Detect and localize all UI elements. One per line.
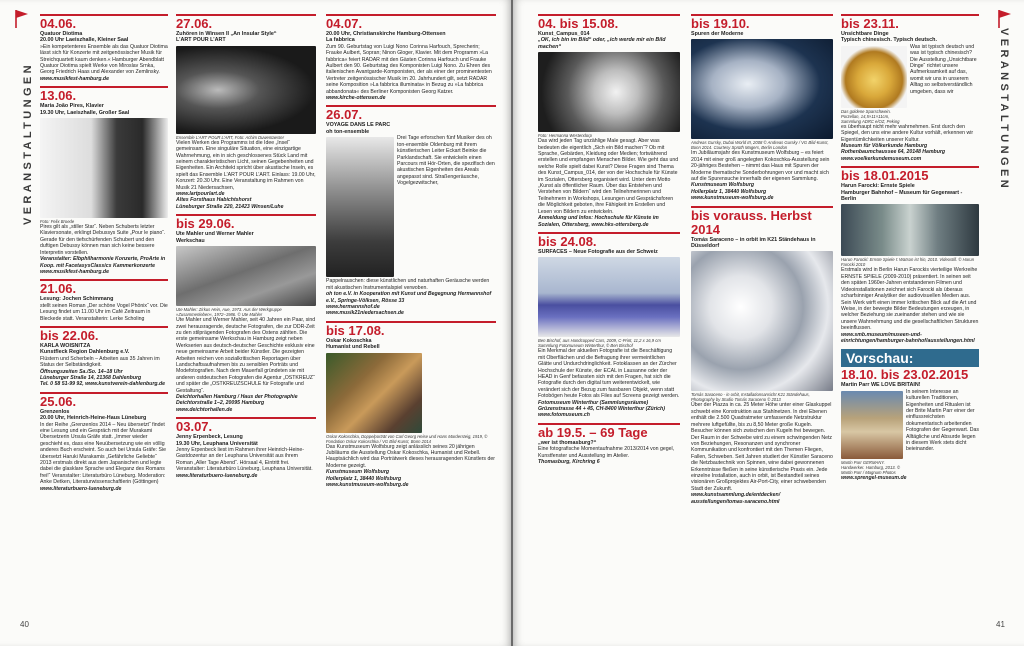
event-date: 03.07. (176, 419, 213, 435)
event-title: Martin Parr WE LOVE BRITAIN! (841, 382, 921, 389)
event-title: Grenzenlos (40, 408, 70, 415)
event-link[interactable]: www.musikfest-hamburg.de (40, 75, 109, 82)
event-date: bis 29.06. (176, 216, 235, 232)
campus-photo (538, 52, 680, 132)
event-address: Thomasburg, Kirchring 6 (538, 459, 600, 465)
event-link[interactable]: www.literaturbuero-lueneburg.de (176, 472, 258, 479)
event-organizer: Veranstalter: Elbphilharmonie Konzerte, ProArte in Koop. mit FacetasysClassics Kammerkonzerte (40, 256, 166, 269)
event-text: Das wird jeden Tag unzählige Male gesagt. Aber was bedeuten die eigentlich „Sich ein Bild machen“? Ob mit Sprache, Gebärden, Kleidung oder Medien; fortwährend erstellen und empfangen Menschen Bilder. Wie geht das und welche Rolle spielt dabei Kunst? Diese Fragen sind Thema des Kunst_Campus_014, der von der Hochschule für Künste im Sozialen, Ottersberg organisiert wird. Unter dem Motto „Kunst als öffentlicher Raum. Über das Entstehen und Verstehen von Bildern“ wird den Teilnehmerinnen und Teilnehmern in Workshops, Lesungen und Gesprächsforen die Möglichkeit geboten, ihre Fähigkeit im Erstellen und Lesen von Bildern zu entwickeln. (538, 138, 679, 215)
surfaces-photo (538, 257, 680, 337)
event-link[interactable]: www.kunstsammlung.de/entdecken/ (691, 492, 781, 499)
event-date: bis 22.06. (40, 327, 99, 343)
event-subtitle: Hamburger Bahnhof – Museum für Gegenwart - Berlin (841, 189, 963, 203)
gursky-photo (691, 39, 833, 139)
event-text: es überhaupt nicht mehr wahrnehmen. Erst durch den Spiegel, den uns eine andere Kultur vorhält, erkennen wir Eigentümlichkeiten unserer Kultur. (841, 123, 974, 143)
photo-credit: Foto: Hermanna Westendorp (538, 133, 592, 139)
column-1 (40, 10, 168, 622)
event-title: KARLA WOISNITZA (40, 342, 91, 349)
event-title: Oskar Kokoschka (326, 337, 372, 344)
event-date: 25.06. (40, 393, 77, 409)
event-text-side: Was ist typisch deutsch und was ist typisch chinesisch? Die Ausstellung „Unsichtbare Dinge“ richtet unsere Aufmerksamkeit auf das, womit wir uns in unserem Alltag so selbstverständlich umgeben, dass wir (910, 43, 977, 95)
parr-photo (841, 391, 903, 459)
event-title: Ute Mahler und Werner Mahler (176, 231, 254, 238)
column-3 (326, 10, 496, 622)
event-title: Spuren der Moderne (691, 31, 744, 37)
event-text: Vielen Werken des Programms ist die Idee „Insel“ gemeinsam. Eine singuläre Situation, eine einzigartige Wahrnehmung, ein in sich geschlossenes Stück Land mit seinem charakteristischen Licht, seinen Gegebenheiten und Eigenheiten. Ein Architekt spricht über akustische Inseln, es spielt das Ensemble L’ART POUR L’ART. Einlass: 19.00 Uhr, Konzert: 20.30 Uhr. Eine Veranstaltung im Rahmen von Musik 21 Niedersachsen, (176, 139, 316, 191)
red-golf-flag-icon (995, 8, 1013, 30)
event-date: bis 24.08. (538, 233, 597, 249)
piggy-bank-photo (841, 46, 907, 108)
photo-credit: Ben Bischof, aus Handcopped Cars, 2009, C-Print, 11,2 x 16,9 cm Sammlung Fotomuseum Winterthur, © Ben Bischof (538, 338, 661, 349)
event-link[interactable]: www.kunstmuseum-wolfsburg.de (691, 195, 774, 202)
event-title: „wer ist thomasburg?“ (538, 439, 597, 446)
event-subtitle: L’ART POUR L’ART (176, 37, 226, 44)
event-link[interactable]: www.musik21niedersachsen.de (326, 310, 404, 317)
photo-credit: Foto: Felix Broede (40, 219, 75, 225)
side-label: VERANSTALTUNGEN (22, 62, 34, 226)
event-text: Das Kunstmuseum Wolfsburg zeigt anlässlich seines 20 jährigen Jubiläums die Ausstellung Oskar Kokoschka, Humanist und Rebell. Hauptsächlich wird das Porträtwerk dieses herausragenden Künstlers der Moderne gezeigt. (326, 443, 495, 469)
event-date: 21.06. (40, 281, 77, 297)
event-subtitle: La fabbrica (326, 37, 355, 44)
event-address: Lüneburger Straße 14, 21368 Dahlenburg (40, 374, 142, 381)
event-date: 27.06. (176, 16, 213, 31)
pianist-photo (40, 118, 168, 218)
event-link[interactable]: www.lartpourlart.de (176, 191, 225, 198)
event-text: Ute Mahler und Werner Mahler, seit 40 Jahren ein Paar, sind zwei herausragende, deutsche Fotografen, die zur DDR-Zeit zu den stilprägenden Fotografen des Ostens zählten. Die erste gemeinsame Werkschau in Hamburg zeigt neben Werkserien aus deutsch-deutscher Geschichte exklusiv eine neue gemeinsame Arbeit beider Künstler. Die gezeigten Arbeiten reichen von sozialkritischen Reportagen über Landschaftsaufnahmen bis zu sensiblen Porträts und Modefotografien. Nach dem Mauerfall gründeten sie mit anderen ostdeutschen Fotografen die Agentur „OSTKREUZ“ und später die „OSTKREUZSCHULE für Fotografie und Gestaltung“. (176, 317, 316, 394)
event-link[interactable]: ausstellungen/tomas-saraceno.html (691, 498, 780, 505)
event-subtitle: 20.00 Uhr Laeiszhalle, Kleiner Saal (40, 37, 129, 44)
event-link[interactable]: www.kunstmuseum-wolfsburg.de (326, 481, 409, 488)
photo-credit: Oskar Kokoschka, Doppelporträt von Carl Georg Heise und Hans Mardersteig, 1919, © Fondation Oskar Kokoschka / VG Bild-Kunst, Bonn 2014 (326, 433, 488, 444)
event-title: Jenny Erpenbeck, Lesung (176, 434, 243, 441)
event-text: stellt seinen Roman „Der schöne Vogel Phönix“ vor. Die Lesung findet um 11.00 Uhr im Café Zeitraum in Bleckede statt. Veranstalterin: Lerke Scholing (40, 302, 168, 322)
event-link[interactable]: www.hermannshof.de (326, 303, 380, 310)
column-2 (176, 10, 316, 622)
event-text: Erstmals wird in Berlin Harun Farockis vierteilige Werkreihe ERNSTE SPIELE (2009-2010) präsentiert. In seinen seit den späten 1960er-Jahren entstandenen Filmen und Videoinstallationen zeichnet sich Farocki als überaus scharfsinniger Analytiker der audiovisuellen Medien aus. Sein Werk wirft einen immer kritischen Blick auf die Art und Weise, in der bewegte Bilder Bedeutungen erzeugen, in welcher Beziehung sie zueinander stehen und wie sie unsere Wahrnehmung und die gesellschaftlichen Strukturen beeinflussen. (841, 267, 979, 332)
event-contact[interactable]: Tel. 0 58 51-99 92, www.kunstverein-dahlenburg.de (40, 381, 166, 388)
page-number: 41 (996, 620, 1005, 629)
right-page (513, 0, 1024, 646)
event-title: Kunst_Campus_014 (538, 31, 590, 37)
event-title: Unsichtbare Dinge (841, 31, 889, 37)
event-subtitle: Kunstfleck Region Dahlenburg e.V. (40, 349, 130, 356)
event-date: 04.07. (326, 16, 363, 31)
event-date: bis 17.08. (326, 322, 385, 338)
ensemble-photo (176, 46, 316, 134)
saraceno-photo (691, 251, 833, 391)
event-text: Über der Piazza in ca. 25 Meter Höhe unter einer Glaskuppel schwebt eine Konstruktion aus Stahlnetzen. In drei Ebenen enthält die 2.500 Quadratmeter umfassende Netzstruktur mehrere luftgefüllte, bis zu 8,50 Meter große Kugeln. Besucher können sich zwischen den Kugeln frei bewegen. Der Raum in der Schwebe wird zu einem schwingenden Netz von Beziehungen, Resonanzen und synchroner Kommunikation und konfrontiert mit den Themen Fliegen, Fallen, Schweben. Seit Jahren studiert der Künstler Saraceno die Netzbautechnik von Spinnen, wine dabei gewonnenen Erkenntnisse fließen in seine künstlerische Praxis ein. Jede einzelne Installation, auch in orbit, ist Bestandteil seines visionären Großprojektes Air-Port-City, einer schwebenden Stadt der Zukunft. (691, 402, 833, 492)
event-subtitle: Humanist und Rebell (326, 344, 380, 351)
event-text: »Ein kompetenteres Ensemble als das Quatuor Diotima lässt sich für Konzerte mit zeitgenössischer Musik für Streichquartett kaum denken.« Hamburger Abendblatt Quatuor Diotima spielt Werke von Miroslav Srnka, Georg Friedrich Haas und Alexander von Zemlinsky. (40, 43, 168, 76)
event-title: Zuhören in Winsen II „An Insular Style“ (176, 31, 277, 37)
event-date: 26.07. (326, 107, 363, 123)
event-date: bis 23.11. (841, 16, 899, 31)
event-link[interactable]: www.deichtorhallen.de (176, 406, 233, 413)
event-venue: Fotomuseum Winterthur (Sammlungsräume) Grüzenstrasse 44 + 45, CH-8400 Winterthur (Zürich) (538, 399, 665, 412)
event-title: 20.00 Uhr, Christianskirche Hamburg-Ottensen (326, 31, 446, 37)
event-subtitle: Typisch chinesisch. Typisch deutsch. (841, 37, 937, 44)
event-address: Hollerplatz 1, 38440 Wolfsburg (326, 475, 402, 482)
event-title: Quatuor Diotima (40, 31, 83, 37)
left-page (0, 0, 511, 646)
column-4 (538, 10, 680, 622)
event-venue: Museum für Völkerkunde Hamburg (841, 143, 928, 150)
event-text: In der Reihe „Grenzenlos 2014 – Neu übersetzt“ findet eine Lesung und ein Gespräch mit der Murakami Übersetzerin Ursula Gräfe statt. „Immer wieder geschieht es, dass eine Neuübersetzung wie ein völlig anderes Buch erscheint. So auch bei Ursula Gräfe: Sie übersetzt Haruki Murakamis „Gefährliche Geliebte“ 2013 erstmals direkt aus dem Japanischen und legte dabei die glasklare Sprache und Eleganz des Romans frei!“ Veranstalter: Literaturbüro Lüneburg. Moderation: Anke Detken, Literaturwissenschaftlerin (Göttingen) (40, 421, 167, 486)
photo-credit: Andreas Gursky, Dubai World III, 2008 © Andreas Gursky / VG Bild-Kunst, Bonn 2014. Courtesy Sprüth Magers, Berlin London (691, 140, 829, 151)
event-title: SURFACES – Neue Fotografie aus der Schweiz (538, 248, 658, 255)
event-text: Pappelrauschen: diese künstlichen und naturhaften Geräusche werden mit akustischen Instrumentalspiel verwoben. (326, 278, 490, 291)
photo-credit: Das goldene Sparschwein. Porzellan, 14,5×11×11cm, Sammlung ADRC e/OZ, Peking (841, 108, 900, 124)
event-subtitle: Werkschau (176, 237, 205, 244)
photo-credit: Tomás Saraceno - in orbit, Installationsansicht K21 Ständehaus, Photography by Studio Tomás Saraceno © 2013 (691, 392, 810, 403)
event-title: Maria João Pires, Klavier (40, 103, 104, 110)
event-subtitle: 20.00 Uhr, Heinrich-Heine-Haus Lüneburg (40, 415, 147, 422)
event-link[interactable]: www.fotomuseum.ch (538, 412, 590, 419)
event-venue: Kunstmuseum Wolfsburg (691, 182, 755, 189)
event-text-side: In seinem Interesse an kulturellen Traditionen, Eigenheiten und Ritualen ist der Brite Martin Parr einer der einflussreichsten dokumentarisch arbeitenden Fotografen der Gegenwart. Das Alltägliche und Absurde liegen in diesem Werk stets dicht beieinander. (906, 388, 979, 453)
photo-credit: Martin Parr GERMANY. Handwerker. Hamburg, 2013. © Martin Parr / Magnum Photos (841, 459, 901, 475)
photo-credit: Ute Mahler: Zirkus Hein, Aue, 1973. Aus der Werkgruppe »Zusammenleben«, 1972–1986. © Ute Mahler (176, 307, 282, 318)
column-5 (691, 10, 833, 622)
event-date: ab 19.5. – 69 Tage (538, 424, 648, 440)
preview-heading: Vorschau: (841, 349, 979, 367)
park-photo (326, 137, 394, 277)
event-title: Lesung: Jochen Schimmang (40, 296, 114, 303)
event-subtitle: „OK, ich bin im Bild“ oder, „ich werde mir ein Bild machen“ (538, 37, 666, 50)
event-date: 04.06. (40, 16, 77, 31)
event-link[interactable]: www.literaturbuero-lueneburg.de (40, 485, 122, 492)
event-date: 04. bis 15.08. (538, 16, 619, 31)
event-text: Zum 90. Geburtstag von Luigi Nono Corinna Harfouch, Sprecherin; Frauke Aulbert, Sopran; Ninon Gloger, Klavier. Mit dem Programm »La fabbrica« feiert RADAR mit den Gästen Corinna Harfouch und Frauke Aulbert den 90. Geburtstag des Komponisten Luigi Nono. Zu Ehren des italienischen Avantgarde-Komponisten, der als einer der prominentesten Vertreter zeitgenössischer Musik im 20. Jahrhundert gilt, setzt RADAR seine Komposition »La fabbrica illuminata« in Bezug zu »La fabbrica abbandonata« des Berliner Komponisten Georg Katzer. (326, 43, 492, 95)
side-label: VERANSTALTUNGEN (998, 28, 1010, 192)
photo-credit: Harun Farocki: Ernste Spiele I: Watson ist hin, 2010. Videostill. © Harun Farocki 2010 (841, 257, 975, 268)
event-venue: Altes Forsthaus Habichtshorst (176, 197, 252, 204)
event-link[interactable]: www.kirche-ottensen.de (326, 95, 386, 102)
event-text: Pires gilt als „stiller Star“. Neben Schuberts letzter Klaviersonate, erklingt Debussys Suite „Pour le piano“. Gerade für den tiefschürfenden Schubert und den duftigen Debussy können man sich keine bessere Interpretin vorstellen. (40, 224, 166, 256)
page-number: 40 (20, 620, 29, 629)
event-cooperation: oh ton e.V. in Kooperation mit Kunst und Begegnung Hermannshof e.V., Springe-Völksen, Rösse 33 (326, 291, 492, 304)
event-text: Ein Merkmal der aktuellen Fotografie ist die Beschäftigung mit Oberflächen und die Befragung ihrer vermeintlichen Glätte und Undurchdringlichkeit. Fotoklassen an der Zürcher Hochschule der Künste, der ECAL in Lausanne oder der HEAD in Genf befassten sich mit den Fragen, hat sich die Fotografie durch den digital turn weiterentwickelt, wie verändert sich der Bezug zum fassbaren Objekt, wenn statt Fotobögen heute Fotos als Files auf Screens gezeigt werden. (538, 348, 680, 400)
event-link[interactable]: www.voelkerkundemuseum.com (841, 155, 922, 162)
event-title: VOYAGE DANS LE PARC (326, 122, 391, 129)
event-link[interactable]: www.musikfest-hamburg.de (40, 268, 109, 275)
event-registration[interactable]: Anmeldung und Infos: Hochschule für Künste im Sozialen, Ottersberg, www.hks-ottersberg.de (538, 215, 659, 228)
event-address: Rothenbaumchaussee 64, 20148 Hamburg (841, 149, 946, 156)
event-date: 18.10. bis 23.02.2015 (841, 367, 969, 383)
event-address: Hollerplatz 1, 38440 Wolfsburg (691, 188, 767, 195)
event-date: bis vorauss. Herbst 2014 (691, 207, 812, 237)
event-date: bis 19.10. (691, 16, 750, 31)
column-6 (841, 10, 979, 622)
mahler-photo (176, 246, 316, 306)
event-text: Flüstern und Scherbeln – Arbeiten aus 35 Jahren im Status der Selbständigkeit. (40, 355, 160, 369)
event-date: bis 18.01.2015 (841, 168, 929, 184)
event-address: Lüneburger Straße 220, 21423 Winsen/Luhe (176, 203, 284, 210)
red-golf-flag-icon (12, 8, 30, 30)
event-text: Im Jubiläumsjahr des Kunstmuseum Wolfsburg – es feiert 2014 mit einer groß angelegten Kokoschka-Ausstellung sein 20-jähriges Bestehen – nimmt das Haus mit Spuren der Moderne thematische Sonderbohrungen vor und macht sich auf die Spurensuche innerhalb der eigenen Sammlung. (691, 150, 830, 183)
event-text: Eine fotografische Momentaufnahme 2013/2014 von gegel, Kunstfenster und Ausstellung im Atelier. (538, 446, 675, 459)
kokoschka-painting (326, 353, 422, 433)
event-hours: Öffnungszeiten Sa./So. 14–18 Uhr (40, 368, 123, 375)
event-link[interactable]: www.smb.museum/museen-und-einrichtungen/hamburger-bahnhof/ausstellungen.html (841, 331, 975, 344)
event-subtitle: 19.30 Uhr, Laeiszhalle, Großer Saal (40, 109, 130, 116)
event-link[interactable]: www.sprengel-museum.de (841, 474, 907, 481)
event-text: Jenny Erpenbeck liest im Rahmen ihrer Heinrich-Heine-Gastdozentur an der Leuphana Universität aus ihrem Roman „Aller Tage Abend“. Hörsaal 4, Eintritt frei. Veranstalter: Literaturbüro Lüneburg, Leuphana Universität. (176, 447, 313, 473)
event-title: Tomás Saraceno – in orbit im K21 Ständehaus in Düsseldorf (691, 236, 816, 250)
event-address: Deichtorstraße 1–2, 20095 Hamburg (176, 400, 265, 407)
event-venue: Deichtorhallen Hamburg / Haus der Photographie (176, 393, 298, 400)
farocki-photo (841, 204, 979, 256)
event-subtitle: 19.30 Uhr, Leuphana Universität (176, 440, 258, 447)
photo-credit: Ensemble L’ART POUR L’ART, Foto: Achim Duwentaester (176, 134, 284, 140)
event-subtitle: oh ton-ensemble (326, 128, 370, 135)
event-date: 13.06. (40, 88, 77, 104)
event-title: Harun Farocki: Ernste Spiele (841, 183, 915, 190)
event-text-side: Drei Tage erforschen fünf Musiker des oh ton-ensemble Oldenburg mit ihrem künstlerischen Leiter Eckart Beinke die Parklandschaft. Sie entwickeln einen Parcours mit Hör-Orten, die spezifisch den akustischen Eigenheiten des Areals angepasst sind. Straßengeräusche, Vogelgezwitscher, (397, 135, 495, 187)
event-venue: Kunstmuseum Wolfsburg (326, 469, 390, 476)
